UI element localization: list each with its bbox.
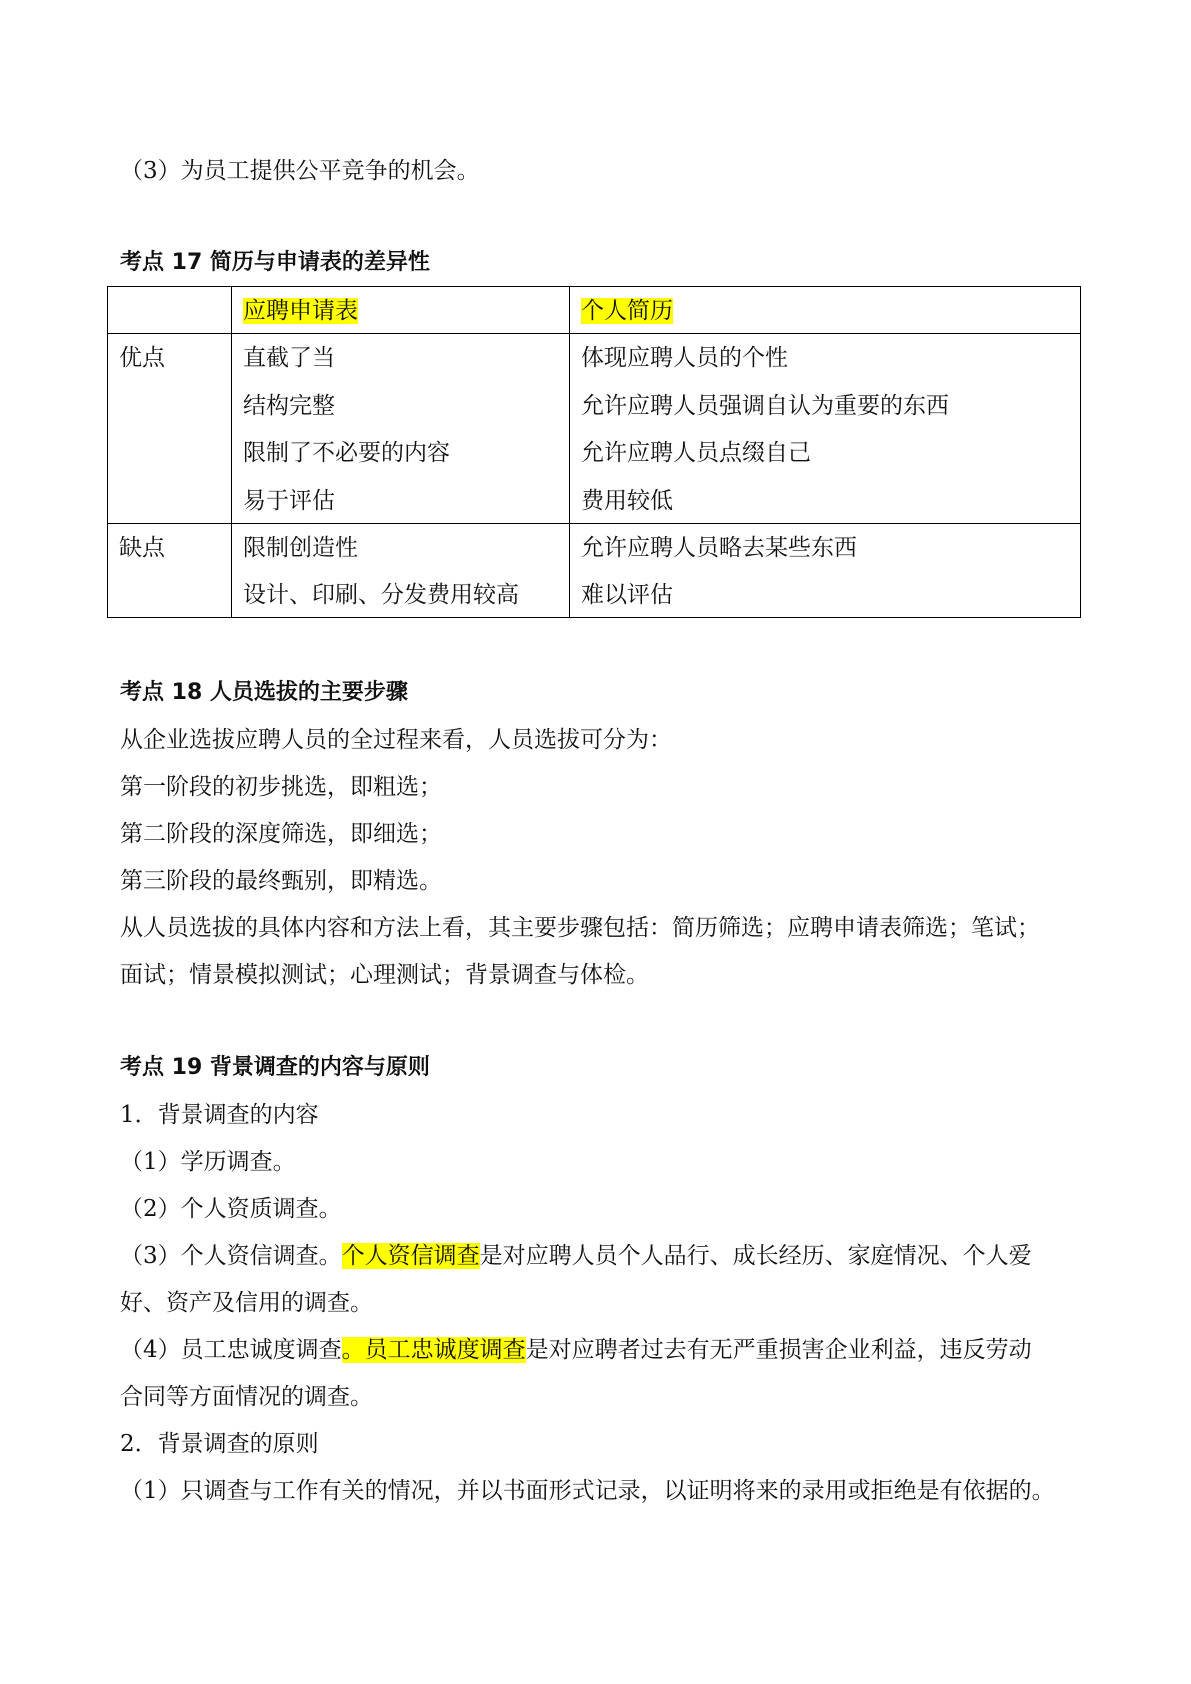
header-empty-cell	[108, 287, 232, 334]
advantages-label: 优点	[119, 345, 165, 371]
section18-line: 第二阶段的深度筛选，即细选；	[120, 821, 442, 847]
table-row-disadvantages	[108, 523, 1081, 618]
cell-line: 设计、印刷、分发费用较高	[243, 582, 519, 608]
cell-line: 难以评估	[581, 582, 673, 608]
item3-prefix: （3）个人资信调查。	[120, 1243, 342, 1269]
intro-line: （3）为员工提供公平竞争的机会。	[120, 158, 480, 184]
section18-line: 第一阶段的初步挑选，即粗选；	[120, 774, 442, 800]
cell-line: 允许应聘人员强调自认为重要的东西	[581, 392, 949, 419]
advantages-resume-cell	[570, 334, 1081, 524]
cell-line: 直截了当	[243, 345, 335, 371]
content-item-4-cont: 合同等方面情况的调查。	[120, 1384, 373, 1410]
row-label-advantages	[108, 334, 232, 524]
content-item-4	[120, 1335, 1032, 1365]
section18-line: 第三阶段的最终甄别，即精选。	[120, 868, 442, 894]
content-subtitle: 1．背景调查的内容	[120, 1102, 319, 1128]
section19-heading: 考点 19 背景调查的内容与原则	[120, 1055, 430, 1080]
disadvantages-form-cell	[232, 523, 570, 618]
comparison-table	[107, 286, 1081, 618]
item4-prefix: （4）员工忠诚度调查	[120, 1337, 342, 1363]
item3-suffix: 是对应聘人员个人品行、成长经历、家庭情况、个人爱	[479, 1243, 1032, 1269]
item4-suffix: 是对应聘者过去有无严重损害企业利益，违反劳动	[525, 1337, 1032, 1363]
row-label-disadvantages	[108, 523, 232, 618]
table-row-advantages	[108, 334, 1081, 524]
table-header-row	[108, 287, 1081, 334]
disadvantages-label: 缺点	[119, 534, 165, 561]
content-item-1: （1）学历调查。	[120, 1149, 296, 1175]
header-form-label: 应聘申请表	[243, 298, 358, 324]
cell-line: 费用较低	[581, 487, 673, 514]
cell-line: 允许应聘人员略去某些东西	[581, 534, 857, 561]
section18-line: 从人员选拔的具体内容和方法上看，其主要步骤包括：简历筛选；应聘申请表筛选；笔试；	[120, 915, 1040, 941]
principle-item-1: （1）只调查与工作有关的情况，并以书面形式记录，以证明将来的录用或拒绝是有依据的。	[120, 1478, 1055, 1504]
cell-line: 限制了不必要的内容	[243, 440, 450, 466]
header-resume-cell	[570, 287, 1081, 334]
section18-line: 面试；情景模拟测试；心理测试；背景调查与体检。	[120, 962, 649, 988]
cell-line: 限制创造性	[243, 534, 358, 561]
item4-highlight: 。员工忠诚度调查	[341, 1337, 526, 1363]
content-item-2: （2）个人资质调查。	[120, 1196, 342, 1222]
section18-line: 从企业选拔应聘人员的全过程来看，人员选拔可分为：	[120, 727, 672, 753]
advantages-form-cell	[232, 334, 570, 524]
header-form-cell	[232, 287, 570, 334]
header-resume-label: 个人简历	[581, 298, 673, 324]
content-item-3	[120, 1241, 1032, 1271]
section18-heading: 考点 18 人员选拔的主要步骤	[120, 680, 408, 705]
item3-highlight: 个人资信调查	[341, 1243, 480, 1269]
cell-line: 结构完整	[243, 392, 335, 419]
cell-line: 体现应聘人员的个性	[581, 345, 788, 371]
disadvantages-resume-cell	[570, 523, 1081, 618]
cell-line: 易于评估	[243, 487, 335, 514]
section17-heading: 考点 17 简历与申请表的差异性	[120, 250, 430, 275]
principle-subtitle: 2．背景调查的原则	[120, 1431, 319, 1457]
cell-line: 允许应聘人员点缀自己	[581, 440, 811, 466]
content-item-3-cont: 好、资产及信用的调查。	[120, 1290, 373, 1316]
